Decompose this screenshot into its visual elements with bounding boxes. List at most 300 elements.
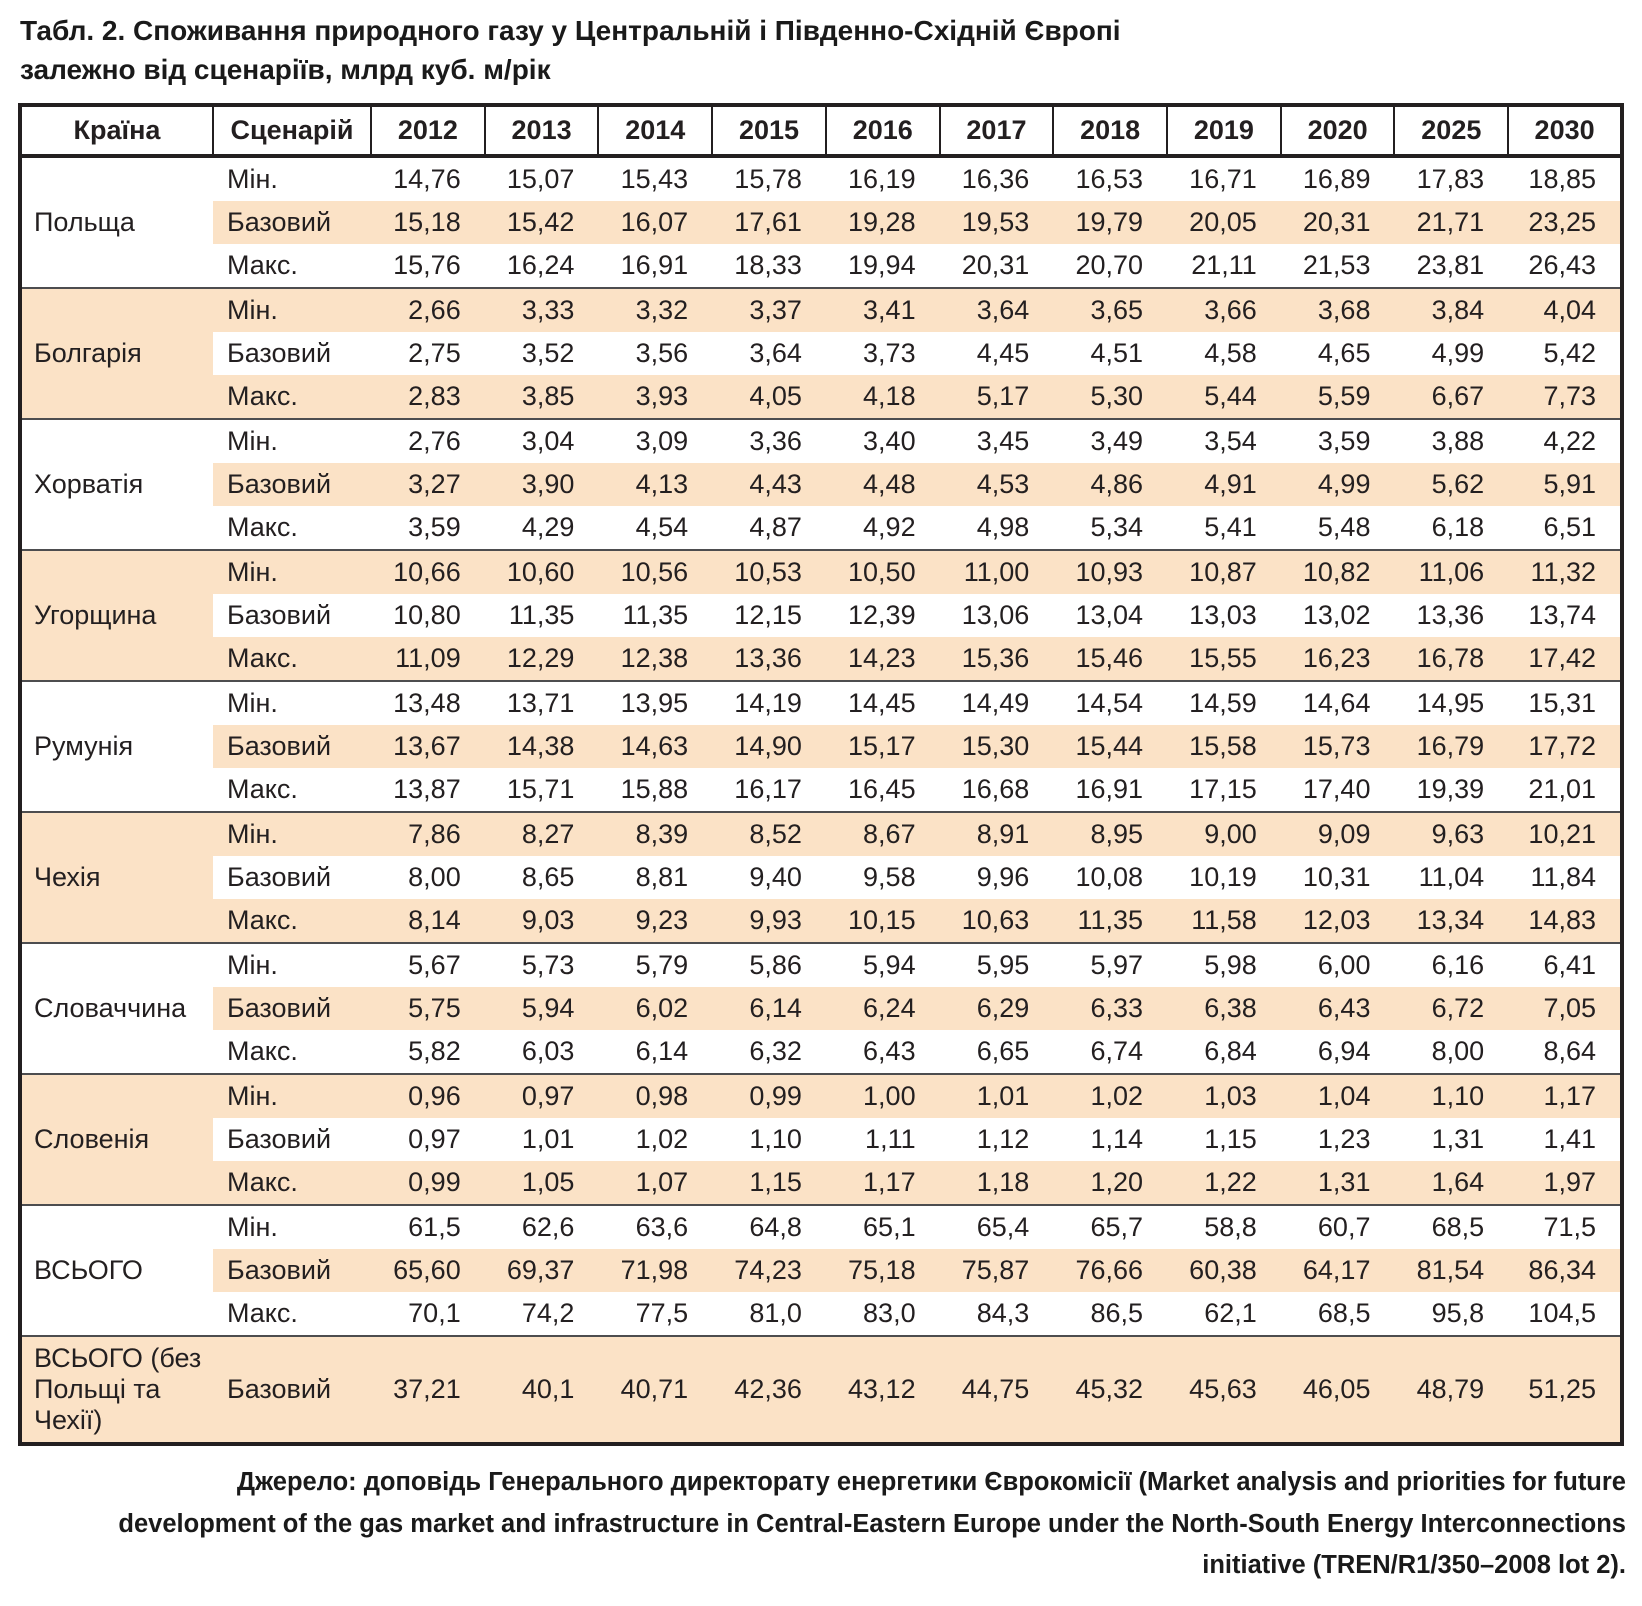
scenario-cell: Базовий [213, 1118, 371, 1161]
value-cell: 16,91 [1053, 768, 1167, 812]
scenario-cell: Базовий [213, 856, 371, 899]
value-cell: 2,83 [371, 375, 485, 419]
value-cell: 15,43 [598, 156, 712, 201]
value-cell: 5,67 [371, 943, 485, 987]
value-cell: 62,6 [485, 1205, 599, 1249]
country-cell: ВСЬОГО [20, 1205, 213, 1336]
value-cell: 15,76 [371, 244, 485, 288]
value-cell: 8,95 [1053, 812, 1167, 856]
value-cell: 68,5 [1394, 1205, 1508, 1249]
value-cell: 3,93 [598, 375, 712, 419]
value-cell: 65,1 [826, 1205, 940, 1249]
value-cell: 23,25 [1508, 201, 1622, 244]
table-row [20, 1074, 1622, 1118]
table-row [20, 637, 1622, 681]
value-cell: 76,66 [1053, 1249, 1167, 1292]
value-cell: 10,60 [485, 550, 599, 594]
value-cell: 0,98 [598, 1074, 712, 1118]
value-cell: 19,28 [826, 201, 940, 244]
value-cell: 6,72 [1394, 987, 1508, 1030]
table-row [20, 506, 1622, 550]
value-cell: 13,03 [1167, 594, 1281, 637]
value-cell: 14,38 [485, 725, 599, 768]
value-cell: 3,33 [485, 288, 599, 332]
value-cell: 86,5 [1053, 1292, 1167, 1336]
value-cell: 1,31 [1394, 1118, 1508, 1161]
value-cell: 4,99 [1394, 332, 1508, 375]
value-cell: 4,65 [1281, 332, 1395, 375]
table-row [20, 288, 1622, 332]
value-cell: 60,38 [1167, 1249, 1281, 1292]
value-cell: 4,53 [940, 463, 1054, 506]
value-cell: 14,23 [826, 637, 940, 681]
value-cell: 95,8 [1394, 1292, 1508, 1336]
value-cell: 15,71 [485, 768, 599, 812]
value-cell: 18,33 [712, 244, 826, 288]
value-cell: 1,05 [485, 1161, 599, 1205]
value-cell: 81,54 [1394, 1249, 1508, 1292]
table-title [20, 12, 1626, 89]
value-cell: 68,5 [1281, 1292, 1395, 1336]
value-cell: 3,36 [712, 419, 826, 463]
value-cell: 6,51 [1508, 506, 1622, 550]
value-cell: 4,18 [826, 375, 940, 419]
value-cell: 14,59 [1167, 681, 1281, 725]
value-cell: 14,54 [1053, 681, 1167, 725]
value-cell: 9,23 [598, 899, 712, 943]
value-cell: 5,62 [1394, 463, 1508, 506]
scenario-cell: Мін. [213, 943, 371, 987]
column-header: 2017 [940, 105, 1054, 156]
value-cell: 6,65 [940, 1030, 1054, 1074]
country-cell: Угорщина [20, 550, 213, 681]
value-cell: 1,20 [1053, 1161, 1167, 1205]
value-cell: 1,17 [1508, 1074, 1622, 1118]
value-cell: 19,39 [1394, 768, 1508, 812]
value-cell: 17,15 [1167, 768, 1281, 812]
value-cell: 8,39 [598, 812, 712, 856]
value-cell: 6,00 [1281, 943, 1395, 987]
value-cell: 3,64 [940, 288, 1054, 332]
value-cell: 1,02 [598, 1118, 712, 1161]
value-cell: 14,19 [712, 681, 826, 725]
value-cell: 48,79 [1394, 1336, 1508, 1444]
table-row [20, 768, 1622, 812]
value-cell: 10,50 [826, 550, 940, 594]
value-cell: 8,00 [371, 856, 485, 899]
country-cell: Чехія [20, 812, 213, 943]
value-cell: 69,37 [485, 1249, 599, 1292]
value-cell: 17,83 [1394, 156, 1508, 201]
value-cell: 6,94 [1281, 1030, 1395, 1074]
scenario-cell: Макс. [213, 899, 371, 943]
value-cell: 13,48 [371, 681, 485, 725]
table-row [20, 899, 1622, 943]
value-cell: 0,99 [371, 1161, 485, 1205]
value-cell: 15,07 [485, 156, 599, 201]
column-header: 2025 [1394, 105, 1508, 156]
value-cell: 65,60 [371, 1249, 485, 1292]
value-cell: 11,84 [1508, 856, 1622, 899]
country-cell: Болгарія [20, 288, 213, 419]
value-cell: 13,06 [940, 594, 1054, 637]
value-cell: 1,22 [1167, 1161, 1281, 1205]
value-cell: 1,01 [485, 1118, 599, 1161]
value-cell: 86,34 [1508, 1249, 1622, 1292]
column-header: 2018 [1053, 105, 1167, 156]
value-cell: 11,06 [1394, 550, 1508, 594]
country-cell: Словенія [20, 1074, 213, 1205]
table-row [20, 856, 1622, 899]
value-cell: 20,31 [1281, 201, 1395, 244]
column-header: 2016 [826, 105, 940, 156]
value-cell: 20,31 [940, 244, 1054, 288]
value-cell: 3,90 [485, 463, 599, 506]
value-cell: 3,88 [1394, 419, 1508, 463]
value-cell: 3,68 [1281, 288, 1395, 332]
value-cell: 44,75 [940, 1336, 1054, 1444]
value-cell: 9,58 [826, 856, 940, 899]
value-cell: 2,66 [371, 288, 485, 332]
value-cell: 5,41 [1167, 506, 1281, 550]
value-cell: 5,44 [1167, 375, 1281, 419]
value-cell: 1,64 [1394, 1161, 1508, 1205]
value-cell: 5,75 [371, 987, 485, 1030]
value-cell: 11,35 [598, 594, 712, 637]
value-cell: 61,5 [371, 1205, 485, 1249]
value-cell: 4,54 [598, 506, 712, 550]
value-cell: 4,99 [1281, 463, 1395, 506]
country-cell: Словаччина [20, 943, 213, 1074]
value-cell: 1,10 [1394, 1074, 1508, 1118]
value-cell: 10,63 [940, 899, 1054, 943]
value-cell: 5,79 [598, 943, 712, 987]
scenario-cell: Мін. [213, 1074, 371, 1118]
value-cell: 10,15 [826, 899, 940, 943]
scenario-cell: Мін. [213, 550, 371, 594]
value-cell: 15,42 [485, 201, 599, 244]
value-cell: 16,45 [826, 768, 940, 812]
value-cell: 5,94 [485, 987, 599, 1030]
value-cell: 3,27 [371, 463, 485, 506]
value-cell: 11,35 [485, 594, 599, 637]
value-cell: 8,67 [826, 812, 940, 856]
value-cell: 3,40 [826, 419, 940, 463]
value-cell: 4,45 [940, 332, 1054, 375]
value-cell: 12,03 [1281, 899, 1395, 943]
value-cell: 43,12 [826, 1336, 940, 1444]
table-title-line2: залежно від сценаріїв, млрд куб. м/рік [20, 53, 551, 85]
value-cell: 3,85 [485, 375, 599, 419]
table-row [20, 1205, 1622, 1249]
value-cell: 9,03 [485, 899, 599, 943]
value-cell: 1,17 [826, 1161, 940, 1205]
value-cell: 46,05 [1281, 1336, 1395, 1444]
value-cell: 1,04 [1281, 1074, 1395, 1118]
value-cell: 19,94 [826, 244, 940, 288]
value-cell: 3,45 [940, 419, 1054, 463]
value-cell: 15,46 [1053, 637, 1167, 681]
table-row [20, 1336, 1622, 1444]
value-cell: 3,32 [598, 288, 712, 332]
value-cell: 1,12 [940, 1118, 1054, 1161]
value-cell: 15,88 [598, 768, 712, 812]
value-cell: 1,15 [1167, 1118, 1281, 1161]
value-cell: 9,00 [1167, 812, 1281, 856]
value-cell: 3,49 [1053, 419, 1167, 463]
value-cell: 5,34 [1053, 506, 1167, 550]
value-cell: 16,78 [1394, 637, 1508, 681]
column-header: 2020 [1281, 105, 1395, 156]
scenario-cell: Макс. [213, 244, 371, 288]
scenario-cell: Мін. [213, 812, 371, 856]
value-cell: 3,73 [826, 332, 940, 375]
value-cell: 65,4 [940, 1205, 1054, 1249]
value-cell: 12,38 [598, 637, 712, 681]
value-cell: 5,17 [940, 375, 1054, 419]
value-cell: 65,7 [1053, 1205, 1167, 1249]
table-row [20, 1292, 1622, 1336]
table-row [20, 812, 1622, 856]
value-cell: 5,86 [712, 943, 826, 987]
value-cell: 4,13 [598, 463, 712, 506]
scenario-cell: Мін. [213, 156, 371, 201]
value-cell: 6,43 [1281, 987, 1395, 1030]
value-cell: 10,56 [598, 550, 712, 594]
value-cell: 10,53 [712, 550, 826, 594]
value-cell: 1,97 [1508, 1161, 1622, 1205]
value-cell: 16,07 [598, 201, 712, 244]
value-cell: 4,91 [1167, 463, 1281, 506]
value-cell: 21,01 [1508, 768, 1622, 812]
value-cell: 10,19 [1167, 856, 1281, 899]
value-cell: 104,5 [1508, 1292, 1622, 1336]
value-cell: 10,82 [1281, 550, 1395, 594]
value-cell: 8,91 [940, 812, 1054, 856]
value-cell: 4,43 [712, 463, 826, 506]
value-cell: 16,79 [1394, 725, 1508, 768]
value-cell: 6,67 [1394, 375, 1508, 419]
value-cell: 6,18 [1394, 506, 1508, 550]
value-cell: 16,17 [712, 768, 826, 812]
value-cell: 16,89 [1281, 156, 1395, 201]
value-cell: 64,17 [1281, 1249, 1395, 1292]
value-cell: 5,94 [826, 943, 940, 987]
value-cell: 75,87 [940, 1249, 1054, 1292]
value-cell: 21,53 [1281, 244, 1395, 288]
value-cell: 13,87 [371, 768, 485, 812]
table-row [20, 550, 1622, 594]
value-cell: 81,0 [712, 1292, 826, 1336]
scenario-cell: Макс. [213, 375, 371, 419]
column-header: Країна [20, 105, 213, 156]
value-cell: 26,43 [1508, 244, 1622, 288]
value-cell: 3,66 [1167, 288, 1281, 332]
scenario-cell: Макс. [213, 1292, 371, 1336]
value-cell: 3,64 [712, 332, 826, 375]
value-cell: 15,36 [940, 637, 1054, 681]
value-cell: 8,00 [1394, 1030, 1508, 1074]
value-cell: 5,73 [485, 943, 599, 987]
value-cell: 13,36 [1394, 594, 1508, 637]
value-cell: 4,58 [1167, 332, 1281, 375]
value-cell: 14,63 [598, 725, 712, 768]
value-cell: 10,21 [1508, 812, 1622, 856]
value-cell: 6,29 [940, 987, 1054, 1030]
value-cell: 10,80 [371, 594, 485, 637]
value-cell: 20,05 [1167, 201, 1281, 244]
value-cell: 14,95 [1394, 681, 1508, 725]
scenario-cell: Базовий [213, 201, 371, 244]
table-row [20, 1118, 1622, 1161]
value-cell: 15,55 [1167, 637, 1281, 681]
value-cell: 51,25 [1508, 1336, 1622, 1444]
value-cell: 16,91 [598, 244, 712, 288]
value-cell: 16,24 [485, 244, 599, 288]
value-cell: 1,15 [712, 1161, 826, 1205]
value-cell: 37,21 [371, 1336, 485, 1444]
scenario-cell: Базовий [213, 987, 371, 1030]
value-cell: 4,05 [712, 375, 826, 419]
table-row [20, 1249, 1622, 1292]
value-cell: 5,95 [940, 943, 1054, 987]
value-cell: 18,85 [1508, 156, 1622, 201]
value-cell: 3,56 [598, 332, 712, 375]
value-cell: 6,14 [598, 1030, 712, 1074]
value-cell: 13,02 [1281, 594, 1395, 637]
value-cell: 12,29 [485, 637, 599, 681]
scenario-cell: Макс. [213, 1161, 371, 1205]
value-cell: 5,98 [1167, 943, 1281, 987]
value-cell: 19,53 [940, 201, 1054, 244]
value-cell: 6,84 [1167, 1030, 1281, 1074]
column-header: 2019 [1167, 105, 1281, 156]
value-cell: 15,73 [1281, 725, 1395, 768]
scenario-cell: Мін. [213, 1205, 371, 1249]
value-cell: 14,45 [826, 681, 940, 725]
value-cell: 5,97 [1053, 943, 1167, 987]
value-cell: 6,14 [712, 987, 826, 1030]
country-cell: Хорватія [20, 419, 213, 550]
value-cell: 11,04 [1394, 856, 1508, 899]
column-header: 2015 [712, 105, 826, 156]
value-cell: 6,24 [826, 987, 940, 1030]
value-cell: 19,79 [1053, 201, 1167, 244]
value-cell: 0,96 [371, 1074, 485, 1118]
value-cell: 58,8 [1167, 1205, 1281, 1249]
value-cell: 12,15 [712, 594, 826, 637]
table-row [20, 463, 1622, 506]
value-cell: 15,18 [371, 201, 485, 244]
value-cell: 84,3 [940, 1292, 1054, 1336]
table-row [20, 244, 1622, 288]
value-cell: 17,61 [712, 201, 826, 244]
value-cell: 3,37 [712, 288, 826, 332]
value-cell: 4,98 [940, 506, 1054, 550]
value-cell: 7,73 [1508, 375, 1622, 419]
value-cell: 3,65 [1053, 288, 1167, 332]
value-cell: 1,41 [1508, 1118, 1622, 1161]
value-cell: 14,83 [1508, 899, 1622, 943]
value-cell: 4,92 [826, 506, 940, 550]
value-cell: 9,40 [712, 856, 826, 899]
scenario-cell: Макс. [213, 1030, 371, 1074]
table-row [20, 332, 1622, 375]
table-row [20, 943, 1622, 987]
value-cell: 11,32 [1508, 550, 1622, 594]
value-cell: 1,01 [940, 1074, 1054, 1118]
country-cell: Польща [20, 156, 213, 288]
value-cell: 13,67 [371, 725, 485, 768]
table-row [20, 725, 1622, 768]
value-cell: 1,10 [712, 1118, 826, 1161]
value-cell: 60,7 [1281, 1205, 1395, 1249]
value-cell: 1,00 [826, 1074, 940, 1118]
value-cell: 1,18 [940, 1161, 1054, 1205]
value-cell: 6,03 [485, 1030, 599, 1074]
value-cell: 13,71 [485, 681, 599, 725]
value-cell: 1,31 [1281, 1161, 1395, 1205]
scenario-cell: Макс. [213, 506, 371, 550]
value-cell: 83,0 [826, 1292, 940, 1336]
column-header: Сценарій [213, 105, 371, 156]
value-cell: 5,30 [1053, 375, 1167, 419]
value-cell: 71,5 [1508, 1205, 1622, 1249]
value-cell: 7,05 [1508, 987, 1622, 1030]
value-cell: 9,09 [1281, 812, 1395, 856]
value-cell: 8,64 [1508, 1030, 1622, 1074]
column-header: 2014 [598, 105, 712, 156]
value-cell: 1,14 [1053, 1118, 1167, 1161]
scenario-cell: Базовий [213, 332, 371, 375]
value-cell: 15,78 [712, 156, 826, 201]
value-cell: 9,63 [1394, 812, 1508, 856]
value-cell: 4,04 [1508, 288, 1622, 332]
value-cell: 8,27 [485, 812, 599, 856]
value-cell: 4,48 [826, 463, 940, 506]
value-cell: 13,95 [598, 681, 712, 725]
value-cell: 3,04 [485, 419, 599, 463]
value-cell: 45,63 [1167, 1336, 1281, 1444]
value-cell: 16,36 [940, 156, 1054, 201]
value-cell: 63,6 [598, 1205, 712, 1249]
value-cell: 15,30 [940, 725, 1054, 768]
value-cell: 1,23 [1281, 1118, 1395, 1161]
value-cell: 14,64 [1281, 681, 1395, 725]
scenario-cell: Базовий [213, 1249, 371, 1292]
value-cell: 20,70 [1053, 244, 1167, 288]
value-cell: 17,72 [1508, 725, 1622, 768]
value-cell: 5,59 [1281, 375, 1395, 419]
value-cell: 11,35 [1053, 899, 1167, 943]
value-cell: 17,40 [1281, 768, 1395, 812]
value-cell: 4,29 [485, 506, 599, 550]
value-cell: 2,76 [371, 419, 485, 463]
value-cell: 45,32 [1053, 1336, 1167, 1444]
table-row [20, 987, 1622, 1030]
table-row [20, 681, 1622, 725]
value-cell: 8,52 [712, 812, 826, 856]
scenario-cell: Мін. [213, 681, 371, 725]
value-cell: 16,71 [1167, 156, 1281, 201]
value-cell: 6,41 [1508, 943, 1622, 987]
column-header: 2012 [371, 105, 485, 156]
value-cell: 4,87 [712, 506, 826, 550]
table-row [20, 375, 1622, 419]
value-cell: 40,71 [598, 1336, 712, 1444]
country-cell: ВСЬОГО (без Польщі та Чехії) [20, 1336, 213, 1444]
value-cell: 3,84 [1394, 288, 1508, 332]
